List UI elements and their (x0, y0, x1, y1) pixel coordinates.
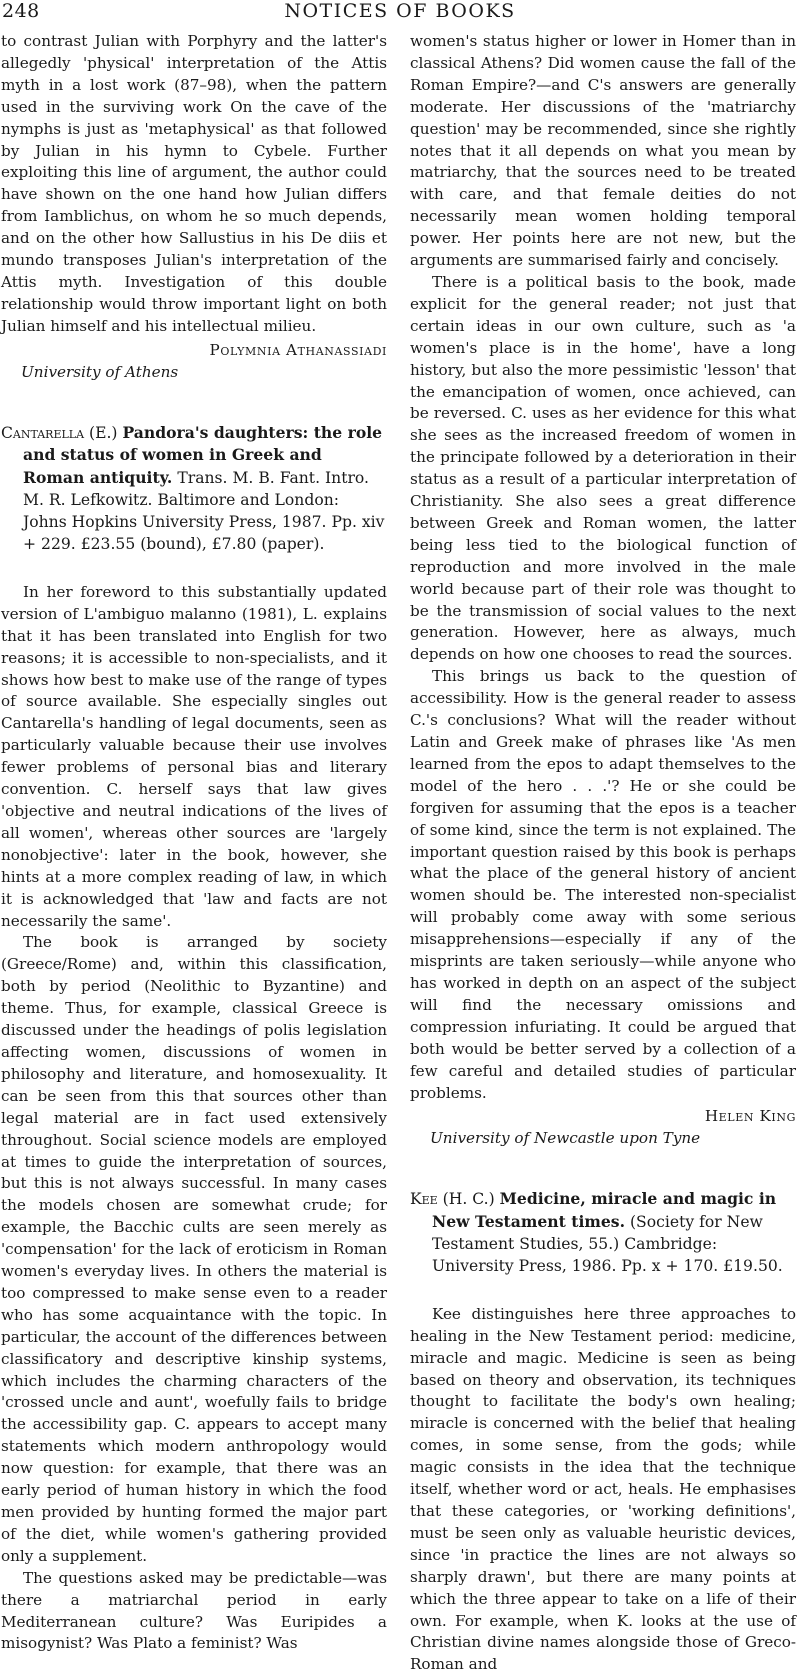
book-publication-details: Trans. M. B. Fant. Intro. M. R. Lefkowitz. Baltimore and London: Johns Hopkins University Press, 1987. Pp. xiv + 229. £23.55 (bound), £7.80 (paper). (23, 469, 385, 554)
book-author: Kee (H. C.) (410, 1190, 495, 1209)
review-paragraph: This brings us back to the question of accessibility. How is the general reader to assess C.'s conclusions? What will the reader without Latin and Greek make of phrases like 'As men learned from the epos to adapt themselves to the model of the hero . . .'? He or she could be forgiven for assuming that the epos is a teacher of some kind, since the term is not explained. The important question raised by this book is perhaps what the place of the general history of ancient women should be. The interested non-specialist will probably come away with some serious misapprehensions—especially if any of the misprints are taken seriously—while anyone who has worked in depth on an aspect of the subject will find the necessary omissions and compression infuriating. It could be argued that both would be better served by a collection of a few careful and detailed studies of particular problems. (410, 667, 796, 1102)
left-column (1, 31, 387, 1655)
page-number: 248 (2, 0, 40, 22)
page-header (0, 0, 800, 26)
review-paragraph: The book is arranged by society (Greece/Rome) and, within this classification, both by period (Neolithic to Byzantine) and theme. Thus, for example, classical Greece is discussed under the headings of polis legislation affecting women, discussions of women in philosophy and literature, and homosexuality. It can be seen from this that sources other than legal material are in fact used extensively throughout. Social science models are employed at times to guide the interpretation of sources, but this is not always successful. In many cases the models chosen are somewhat crude; for example, the Bacchic cults are seen merely as 'compensation' for the lack of eroticism in Roman women's everyday lives. In others the material is too compressed to make sense even to a reader who has some acquaintance with the topic. In particular, the account of the differences between classificatory and descriptive kinship systems, which includes the charming characters of the 'crossed uncle and aunt', woefully fails to bridge the accessibility gap. C. appears to accept many statements which modern anthropology would now question: for example, that there was an early period of human history in which the food men provided by hunting formed the major part of the diet, while women's gathering provided only a supplement. (1, 933, 387, 1565)
running-title: NOTICES OF BOOKS (284, 0, 516, 22)
book-entry-heading (1, 422, 387, 556)
reviewer-institution: University of Athens (21, 362, 179, 381)
book-title: Pandora's daughters: the role and status of women in Greek and Roman antiquity. (23, 422, 383, 488)
book-title: Medicine, miracle and magic in New Testament times. (432, 1189, 777, 1232)
section-spacer (410, 1150, 796, 1188)
review-paragraph: In her foreword to this substantially updated version of L'ambiguo malanno (1981), L. explains that it has been translated into English for two reasons; it is accessible to non-specialists, and it shows how best to make use of the range of types of source available. She especially singles out Cantarella's handling of legal documents, seen as particularly valuable because their use involves fewer problems of personal bias and literary convention. C. herself says that law gives 'objective and neutral indications of the lives of all women', whereas other sources are 'largely nonobjective': later in the book, however, she hints at a more complex reading of law, in which it is acknowledged that 'law and facts are not necessarily the same'. (1, 582, 387, 930)
reviewer-institution: University of Newcastle upon Tyne (430, 1129, 701, 1148)
review-paragraph: women's status higher or lower in Homer than in classical Athens? Did women cause the fall of the Roman Empire?—and C's answers are generally moderate. Her discussions of the 'matriarchy question' may be recommended, since she rightly notes that it all depends on what you mean by matriarchy, that the sources need to be treated with care, and that female deities do not necessarily mean women holding temporal power. Her points here are not new, but the arguments are summarised fairly and concisely. (410, 32, 796, 270)
section-spacer (410, 1278, 796, 1304)
review-paragraph: Kee distinguishes here three approaches to healing in the New Testament period: medicine, miracle and magic. Medicine is seen as being based on theory and observation, its techniques thought to facilitate the body's own healing; miracle is concerned with the belief that healing comes, in some sense, from the gods; while magic consists in the idea that the technique itself, whether word or act, heals. He emphasises that these categories, or 'working definitions', must be seen only as valuable heuristic devices, since 'in practice the lines are not always so sharply drawn', but there are many points at which the three appear to take on a life of their own. For example, when K. looks at the use of Christian divine names alongside those of Greco-Roman and (410, 1304, 796, 1674)
review-paragraph: There is a political basis to the book, made explicit for the general reader; not just that certain ideas in our own culture, such as 'a women's place is in the home', have a long history, but also the more pessimistic 'lesson' that the emancipation of women, once achieved, can be reversed. C. uses as her evidence for this what she sees as the increased freedom of women in the principate followed by a deterioration in their status as a result of a particular interpretation of Christianity. She also sees a great difference between Greek and Roman women, the latter being less tied to the biological function of reproduction and more involved in the male world because part of their role was thought to be the transmission of social values to the next generation. However, here as always, much depends on how one chooses to read the sources. (410, 272, 796, 664)
book-author: Cantarella (E.) (1, 423, 118, 442)
right-column (410, 31, 796, 1676)
section-spacer (1, 556, 387, 582)
book-publication-details: (Society for New Testament Studies, 55.) Cambridge: University Press, 1986. Pp. x + 170. £19.50. (432, 1213, 783, 1275)
review-paragraph: The questions asked may be predictable—was there a matriarchal period in early Mediterranean culture? Was Euripides a misogynist? Was Plato a feminist? Was (1, 1568, 387, 1653)
reviewer-name: Helen King (704, 1107, 796, 1126)
book-entry-heading (410, 1188, 796, 1278)
reviewer-name: Polymnia Athanassiadi (209, 340, 387, 359)
review-continuation-paragraph: to contrast Julian with Porphyry and the latter's allegedly 'physical' interpretation of the Attis myth in a lost work (87–98), when the pattern used in the surviving work On the cave of the nymphs is just as 'metaphysical' as that followed by Julian in his hymn to Cybele. Further exploiting this line of argument, the author could have shown on the one hand how Julian differs from Iamblichus, on whom he so much depends, and on the other how Sallustius in his De diis et mundo transposes Julian's interpretation of the Attis myth. Investigation of this double relationship would throw important light on both Julian himself and his intellectual milieu. (1, 32, 387, 335)
section-spacer (1, 384, 387, 422)
